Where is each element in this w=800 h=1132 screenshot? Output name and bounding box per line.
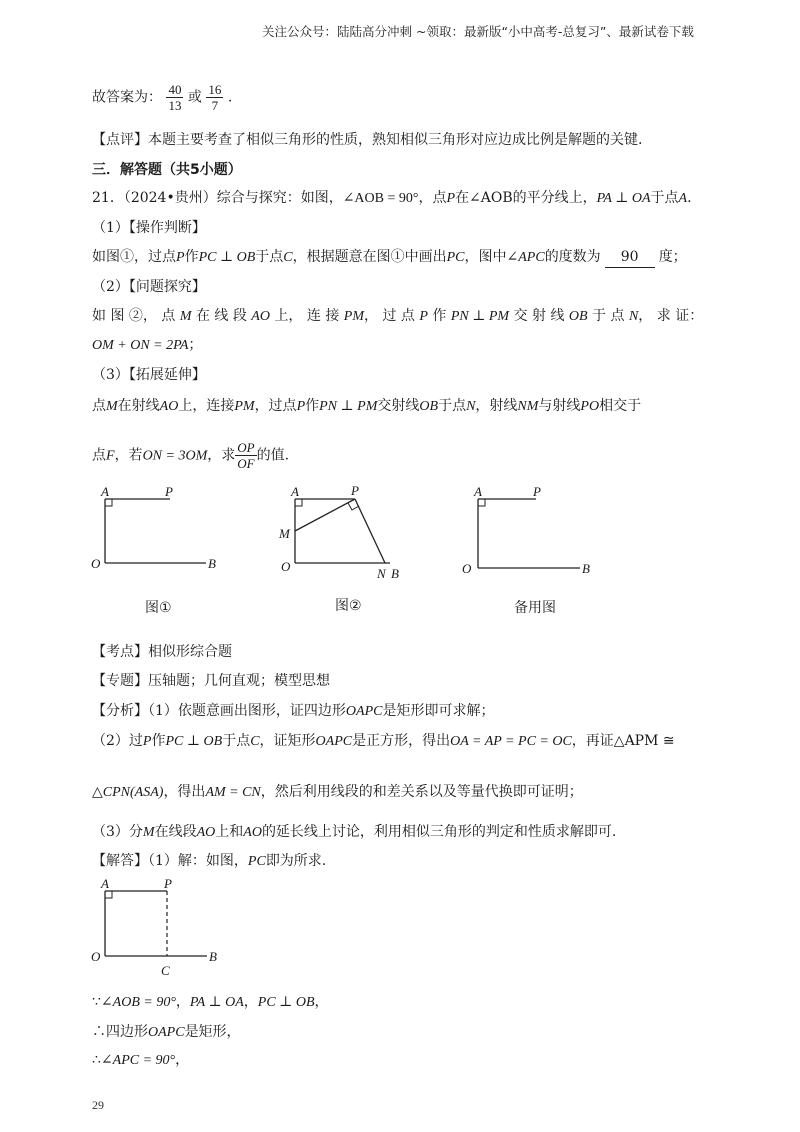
label-A: A: [101, 876, 109, 891]
frac-num: 40: [168, 82, 182, 97]
t: 如 图 ②， 点: [92, 308, 176, 324]
frac-num: OP: [237, 440, 255, 455]
m: AO: [196, 825, 216, 840]
t: ，: [314, 994, 329, 1010]
fenxi-line-4: [92, 822, 616, 843]
label-B: B: [208, 556, 216, 571]
t: 是矩形即可求解；: [382, 703, 495, 719]
label-A: A: [291, 484, 299, 499]
t: 作: [305, 398, 320, 414]
m: NM: [517, 399, 539, 414]
t: 于点: [222, 733, 251, 749]
t: ∴: [92, 1052, 101, 1068]
m: N: [466, 399, 476, 414]
t: ， 求 证：: [638, 308, 704, 324]
m: M: [106, 399, 118, 414]
part2-title: （2）【问题探究】: [92, 279, 206, 295]
m: P: [296, 399, 306, 414]
label-P: P: [351, 483, 359, 498]
t: （3）分: [92, 824, 143, 840]
proof-line-1: [92, 992, 329, 1013]
t: （2）过: [92, 733, 143, 749]
proof-line-2: [92, 1022, 241, 1043]
m: PC ⊥ OB: [165, 734, 223, 749]
m: ON = 3OM: [142, 448, 208, 464]
section-title: 三．解答题（共5小题）: [92, 162, 242, 178]
t: 在线段: [154, 824, 197, 840]
t: 度；: [658, 249, 687, 265]
t: 作: [432, 308, 447, 324]
t: 上，连接: [178, 398, 235, 414]
label-P: P: [165, 484, 173, 499]
t: 点: [92, 447, 106, 464]
q21-point: A: [678, 191, 688, 206]
m: OAPC: [345, 704, 383, 719]
part3-text: [92, 396, 641, 417]
part2-line2: [92, 335, 202, 356]
t: 的值.: [256, 447, 290, 464]
figure-1-caption: 图①: [145, 600, 172, 616]
m: AO: [159, 399, 179, 414]
m: PM: [234, 399, 255, 414]
zhuanti-line: 【专题】压轴题；几何直观；模型思想: [92, 673, 330, 689]
t: 在射线: [117, 398, 160, 414]
t: 作: [151, 733, 166, 749]
t: 上， 连 接: [274, 308, 340, 324]
m: PC: [247, 854, 266, 869]
t: ，得出: [163, 784, 206, 800]
figure-2: [278, 482, 418, 582]
m: ∠APC: [506, 250, 545, 265]
label-O: O: [281, 559, 291, 574]
t: ；: [188, 337, 203, 353]
m: M: [142, 825, 155, 840]
m: PC ⊥ OB: [198, 250, 256, 265]
q21-text: 于点: [650, 190, 679, 206]
m: C: [250, 734, 260, 749]
m: C: [283, 250, 293, 265]
answer-prefix: 故答案为：: [92, 89, 162, 106]
m: CPN(ASA): [102, 785, 164, 800]
t: ，: [175, 1052, 190, 1068]
fenxi-line-2: [92, 731, 675, 752]
t: ，证矩形: [259, 733, 316, 749]
m: OAPC: [148, 1025, 185, 1040]
m: OAPC: [315, 734, 353, 749]
t: ，若: [114, 447, 143, 464]
t: 于点: [438, 398, 467, 414]
figure-2-caption: 图②: [335, 598, 362, 614]
t: 的度数为: [544, 249, 601, 265]
t: 点: [92, 398, 106, 414]
t: 于 点: [592, 308, 625, 324]
m: PO: [580, 399, 600, 414]
answer-or: 或: [187, 89, 202, 106]
m: ∠AOB = 90°: [100, 995, 176, 1010]
page-number: 29: [92, 1098, 104, 1112]
t: 的延长线上讨论，利用相似三角形的判定和性质求解即可.: [261, 824, 617, 840]
part1-title: （1）【操作判断】: [92, 220, 206, 236]
frac-den: 13: [168, 98, 182, 113]
frac-den: OF: [237, 456, 255, 471]
t: 在 线 段: [195, 308, 247, 324]
part3-title: （3）【拓展延伸】: [92, 367, 206, 383]
m: PN ⊥ PM: [319, 399, 378, 414]
label-A: A: [101, 484, 109, 499]
label-C: C: [161, 963, 170, 978]
page-header: 关注公众号：陆陆高分冲刺 ~领取：最新版“小中高考-总复习”、最新试卷下载: [262, 24, 694, 39]
part1-text: [92, 247, 687, 268]
m: M: [179, 309, 192, 324]
t: ，图中: [464, 249, 507, 265]
label-O: O: [462, 561, 472, 576]
label-N: N: [377, 566, 386, 581]
t: ，射线: [475, 398, 518, 414]
t: 【解答】（1）解：如图，: [92, 853, 248, 869]
part3-line2: [92, 440, 289, 471]
solution-figure: [88, 874, 228, 984]
m: P: [176, 250, 185, 265]
m: PN ⊥ PM: [450, 309, 510, 324]
comment-line: 【点评】本题主要考查了相似三角形的性质，熟知相似三角形对应边成比例是解题的关键.: [92, 132, 643, 148]
t: ，再证△APM ≅: [571, 733, 675, 749]
kaodian-line: 【考点】相似形综合题: [92, 644, 232, 660]
t: △: [92, 784, 103, 800]
m: PM: [343, 309, 364, 324]
t: ，求: [207, 447, 236, 464]
q21-perp: PA ⊥ OA: [596, 191, 651, 206]
m: OB: [419, 399, 439, 414]
m: ∠APC = 90°: [100, 1053, 176, 1068]
t: ，根据题意在图①中画出: [292, 249, 447, 265]
t: 相交于: [599, 398, 642, 414]
t: 交射线: [377, 398, 420, 414]
label-P: P: [533, 484, 541, 499]
fenxi-line-3: [92, 782, 583, 803]
m: PC: [446, 250, 465, 265]
t: 如图①，过点: [92, 249, 176, 265]
t: ，然后利用线段的和差关系以及等量代换即可证明；: [260, 784, 583, 800]
m: P: [419, 309, 428, 324]
m: F: [106, 448, 115, 464]
figure-3-caption: 备用图: [514, 600, 556, 616]
fraction-40-13: [166, 82, 183, 113]
figure-3: [456, 482, 606, 582]
part2-text: [92, 306, 703, 327]
m: OB: [568, 309, 588, 324]
answer-line: [92, 82, 232, 113]
t: 是矩形，: [184, 1024, 241, 1040]
frac-den: 7: [211, 98, 219, 113]
m: OA = AP = PC = OC: [450, 734, 572, 749]
frac-num: 16: [208, 82, 222, 97]
question-21-intro: [92, 188, 692, 209]
label-O: O: [91, 949, 101, 964]
proof-line-3: [92, 1050, 189, 1071]
m: N: [628, 309, 639, 324]
m: P: [142, 734, 152, 749]
label-A: A: [474, 484, 482, 499]
t: ，过点: [254, 398, 297, 414]
t: 交 射 线: [513, 308, 565, 324]
q21-point: P: [446, 191, 456, 206]
m: AM = CN: [205, 785, 261, 800]
t: ，: [243, 994, 258, 1010]
label-B: B: [209, 949, 217, 964]
q21-text: .: [687, 190, 692, 206]
t: 即为所求.: [265, 853, 327, 869]
t: 与射线: [538, 398, 581, 414]
fraction-16-7: [206, 82, 223, 113]
q21-intro-text: 21．（2024•贵州）综合与探究：如图，: [92, 190, 343, 206]
label-O: O: [91, 556, 101, 571]
q21-text: ，点: [418, 190, 447, 206]
m: AO: [243, 825, 262, 840]
t: 是正方形，得出: [352, 733, 451, 749]
label-B: B: [582, 561, 590, 576]
fenxi-line-1: [92, 701, 494, 722]
q21-angle-condition: ∠AOB = 90°: [342, 191, 419, 206]
t: ，: [175, 994, 190, 1010]
t: ∴四边形: [92, 1024, 148, 1040]
m: PA ⊥ OA: [189, 995, 244, 1010]
m: PC ⊥ OB: [257, 995, 315, 1010]
t: ∵: [92, 994, 101, 1010]
t: 作: [184, 249, 199, 265]
figure-1: [88, 482, 228, 582]
t: 【分析】（1）依题意画出图形，证四边形: [92, 703, 346, 719]
jieda-line: [92, 851, 326, 872]
label-B: B: [391, 566, 399, 581]
label-P: P: [164, 876, 172, 891]
answer-end: .: [227, 89, 233, 106]
fraction-op-of: [235, 440, 256, 471]
m: OM + ON = 2PA: [92, 338, 189, 353]
t: 于点: [255, 249, 284, 265]
label-M: M: [279, 526, 290, 541]
m: AO: [251, 309, 270, 324]
q21-text: 在∠AOB的平分线上，: [455, 190, 597, 206]
answer-blank: 90: [605, 247, 655, 268]
t: ， 过 点: [364, 308, 415, 324]
t: 上和: [215, 824, 244, 840]
